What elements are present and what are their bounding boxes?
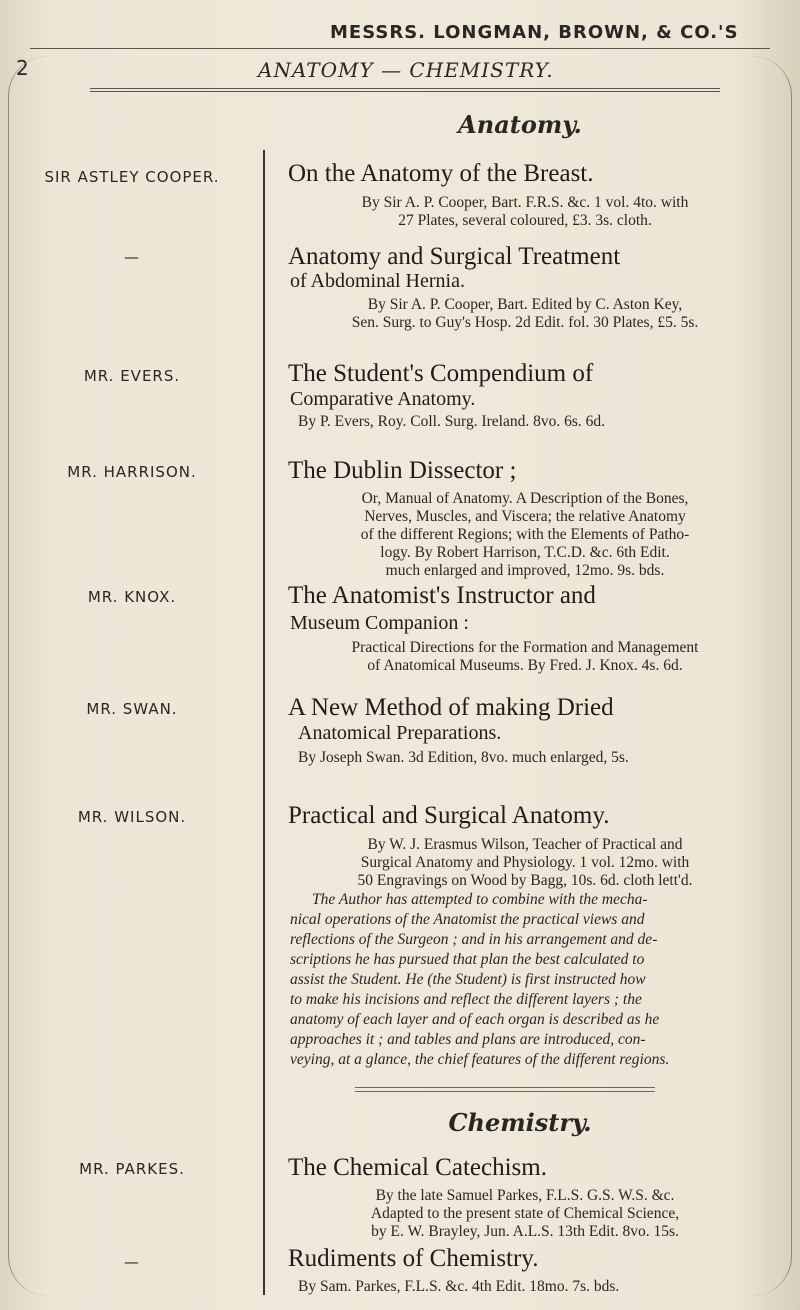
section-heading-chemistry: Chemistry. xyxy=(448,1108,592,1137)
book-title: Rudiments of Chemistry. xyxy=(288,1245,539,1272)
book-title: The Anatomist's Instructor and xyxy=(288,582,596,609)
section-divider xyxy=(355,1087,655,1092)
author-label: MR. EVERS. xyxy=(83,367,181,385)
book-title-continued: Anatomical Preparations. xyxy=(298,722,502,744)
book-title-continued: of Abdominal Hernia. xyxy=(290,270,465,292)
author-label: MR. HARRISON. xyxy=(67,463,197,481)
author-label: MR. PARKES. xyxy=(79,1160,185,1178)
book-title: The Dublin Dissector ; xyxy=(288,457,517,484)
book-description: By W. J. Erasmus Wilson, Teacher of Practical and Surgical Anatomy and Physiology. 1 vol. 12mo. with 50 Engravings on Wood by Bagg, 10s. 6d. cloth lett'd. xyxy=(357,836,693,889)
page-number: 2 xyxy=(16,56,29,80)
book-title: On the Anatomy of the Breast. xyxy=(288,160,594,187)
author-label: SIR ASTLEY COOPER. xyxy=(44,168,220,186)
book-title: The Chemical Catechism. xyxy=(288,1154,547,1181)
header-rule-bottom xyxy=(90,88,720,89)
book-title: Practical and Surgical Anatomy. xyxy=(288,802,610,829)
author-label: MR. SWAN. xyxy=(86,700,178,718)
page-border-left xyxy=(8,56,49,1296)
book-description: By P. Evers, Roy. Coll. Surg. Ireland. 8vo. 6s. 6d. xyxy=(298,413,605,430)
author-label: — xyxy=(124,248,140,266)
author-label: MR. WILSON. xyxy=(77,808,187,826)
section-heading-anatomy: Anatomy. xyxy=(458,110,582,139)
page-border-right xyxy=(751,56,792,1296)
book-description: By Sir A. P. Cooper, Bart. Edited by C. Aston Key, Sen. Surg. to Guy's Hosp. 2d Edit. fol. 30 Plates, £5. 5s. xyxy=(351,296,699,331)
book-description: Practical Directions for the Formation and Management of Anatomical Museums. By Fred. J. Knox. 4s. 6d. xyxy=(351,639,699,674)
publisher-header: MESSRS. LONGMAN, BROWN, & CO.'S xyxy=(330,22,739,43)
header-rule-bottom-2 xyxy=(90,91,720,92)
header-rule-top xyxy=(30,48,770,49)
column-divider xyxy=(263,150,265,1295)
book-description: By Joseph Swan. 3d Edition, 8vo. much enlarged, 5s. xyxy=(298,749,629,766)
running-head: ANATOMY — CHEMISTRY. xyxy=(258,58,554,82)
book-description: By Sir A. P. Cooper, Bart. F.R.S. &c. 1 vol. 4to. with 27 Plates, several coloured, £3. 3s. cloth. xyxy=(361,194,689,229)
book-description: By the late Samuel Parkes, F.L.S. G.S. W.S. &c. Adapted to the present state of Chemical Science, by E. W. Brayley, Jun. A.L.S. 13th Edit. 8vo. 15s. xyxy=(370,1187,680,1240)
book-description: Or, Manual of Anatomy. A Description of the Bones, Nerves, Muscles, and Viscera; the relative Anatomy of the different Regions; with the Elements of Patho- logy. By Robert Harrison, T.C.D. &c. 6th Edit. much enlarged and improved, 12mo. 9s. bds. xyxy=(360,490,690,579)
author-label: — xyxy=(124,1253,140,1271)
book-title: The Student's Compendium of xyxy=(288,360,594,387)
author-label: MR. KNOX. xyxy=(87,588,177,606)
book-title-continued: Comparative Anatomy. xyxy=(290,388,476,410)
book-title: A New Method of making Dried xyxy=(288,694,614,721)
book-note: The Author has attempted to combine with the mecha- nical operations of the Anatomist the practical views and reflections of the Surgeon ; and in his arrangement and de- scriptions he has pursued that plan the best calculated to assist the Student. He (the Student) is first instructed how to make his incisions and reflect the different layers ; the anatomy of each layer and of each organ is described as he approaches it ; and tables and plans are introduced, con- veying, at a glance, the chief features of the different regions. xyxy=(290,891,670,1068)
book-description: By Sam. Parkes, F.L.S. &c. 4th Edit. 18mo. 7s. bds. xyxy=(298,1278,620,1295)
book-title-continued: Museum Companion : xyxy=(290,612,469,634)
book-title: Anatomy and Surgical Treatment xyxy=(288,243,621,270)
